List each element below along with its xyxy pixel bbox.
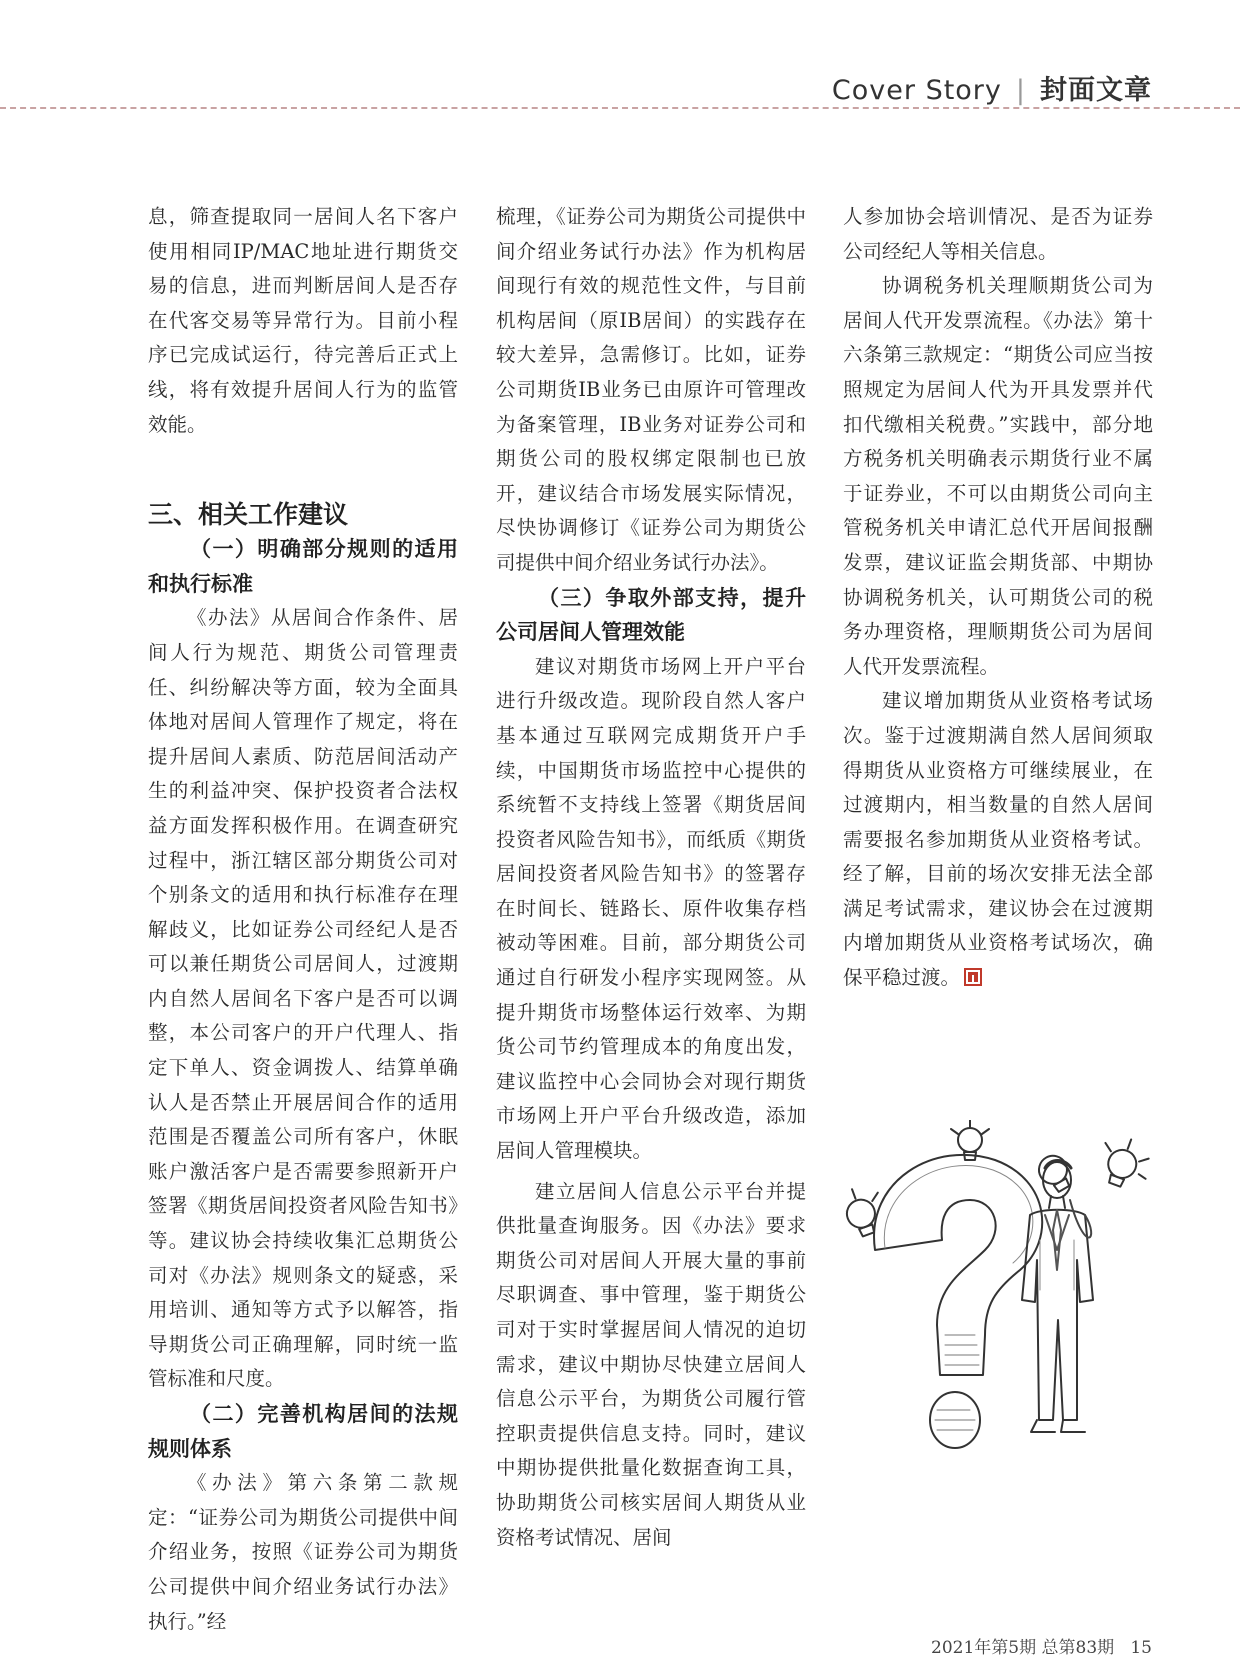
page-footer	[931, 1633, 1152, 1658]
page-header	[0, 0, 1240, 110]
subsection-heading: （一）明确部分规则的适用和执行标准	[148, 536, 458, 596]
paragraph: 建立居间人信息公示平台并提供批量查询服务。因《办法》要求期货公司对居间人开展大量的事前尽职调查、事中管理，鉴于期货公司对于实时掌握居间人情况的迫切需求，建议中期协尽快建立居间人信息公示平台，为期货公司履行管控职责提供信息支持。同时，建议中期协提供批量化数据查询工具，协助期货公司核实居间人期货从业资格考试情况、居间	[496, 1179, 806, 1549]
section-title-separator: |	[1015, 75, 1026, 106]
section-title	[832, 68, 1152, 107]
paragraph: 协调税务机关理顺期货公司为居间人代开发票流程。《办法》第十六条第三款规定：“期货公司应当按照规定为居间人代为开具发票并代扣代缴相关税费。”实践中，部分地方税务机关明确表示期货行业不属于证券业，不可以由期货公司向主管税务机关申请汇总代开居间报酬发票，建议证监会期货部、中期协协调税务机关，认可期货公司的税务办理资格，理顺期货公司为居间人代开发票流程。	[843, 274, 1153, 678]
article-column-3	[843, 200, 1153, 996]
paragraph: 建议对期货市场网上开户平台进行升级改造。现阶段自然人客户基本通过互联网完成期货开户手续，中国期货市场监控中心提供的系统暂不支持线上签署《期货居间投资者风险告知书》，而纸质《期货居间投资者风险告知书》的签署存在时间长、链路长、原件收集存档被动等困难。目前，部分期货公司通过自行研发小程序实现网签。从提升期货市场整体运行效率、为期货公司节约管理成本的角度出发，建议监控中心会同协会对现行期货市场网上开户平台升级改造，添加居间人管理模块。	[496, 654, 806, 1163]
article-column-2	[496, 200, 806, 1555]
businessman-question-mark-icon	[845, 1120, 1170, 1460]
end-of-article-icon	[964, 968, 982, 986]
paragraph-text: 建议增加期货从业资格考试场次。鉴于过渡期满自然人居间须取得期货从业资格方可继续展业，在过渡期内，相当数量的自然人居间需要报名参加期货从业资格考试。经了解，目前的场次安排无法全部满足考试需求，建议协会在过渡期内增加期货从业资格考试场次，确保平稳过渡。	[843, 689, 1153, 990]
subsection-heading: （三）争取外部支持，提升公司居间人管理效能	[496, 584, 806, 645]
paragraph: 梳理，《证券公司为期货公司提供中间介绍业务试行办法》作为机构居间现行有效的规范性文件，与目前机构居间（原IB居间）的实践存在较大差异，急需修订。比如，证券公司期货IB业务已由原许可管理改为备案管理，IB业务对证券公司和期货公司的股权绑定限制也已放开，建议结合市场发展实际情况，尽快协调修订《证券公司为期货公司提供中间介绍业务试行办法》。	[496, 205, 806, 574]
paragraph: 息，筛查提取同一居间人名下客户使用相同IP/MAC地址进行期货交易的信息，进而判断居间人是否存在代客交易等异常行为。目前小程序已完成试运行，待完善后正式上线，将有效提升居间人行为的监管效能。	[148, 205, 458, 436]
paragraph	[843, 684, 1153, 995]
paragraph: 《办法》第六条第二款规定：“证券公司为期货公司提供中间介绍业务，按照《证券公司为期货公司提供中间介绍业务试行办法》执行。”经	[148, 1471, 458, 1633]
header-dashed-rule	[0, 107, 1240, 109]
section-title-en: Cover Story	[831, 75, 1002, 106]
page-number: 15	[1130, 1638, 1152, 1658]
paragraph: 《办法》从居间合作条件、居间人行为规范、期货公司管理责任、纠纷解决等方面，较为全面具体地对居间人管理作了规定，将在提升居间人素质、防范居间活动产生的利益冲突、保护投资者合法权益方面发挥积极作用。在调查研究过程中，浙江辖区部分期货公司对个别条文的适用和执行标准存在理解歧义，比如证券公司经纪人是否可以兼任期货公司居间人，过渡期内自然人居间名下客户是否可以调整，本公司客户的开户代理人、指定下单人、资金调拨人、结算单确认人是否禁止开展居间合作的适用范围是否覆盖公司所有客户，休眠账户激活客户是否需要参照新开户签署《期货居间投资者风险告知书》等。建议协会持续收集汇总期货公司对《办法》规则条文的疑惑，采用培训、通知等方式予以解答，指导期货公司正确理解，同时统一监管标准和尺度。	[148, 606, 458, 1391]
issue-info: 2021年第5期 总第83期	[931, 1638, 1115, 1658]
section-heading: 三、相关工作建议	[148, 500, 349, 530]
subsection-heading: （二）完善机构居间的法规规则体系	[148, 1401, 458, 1461]
section-title-cn: 封面文章	[1040, 75, 1152, 106]
paragraph: 人参加协会培训情况、是否为证券公司经纪人等相关信息。	[843, 205, 1153, 263]
article-column-1	[148, 200, 458, 1639]
